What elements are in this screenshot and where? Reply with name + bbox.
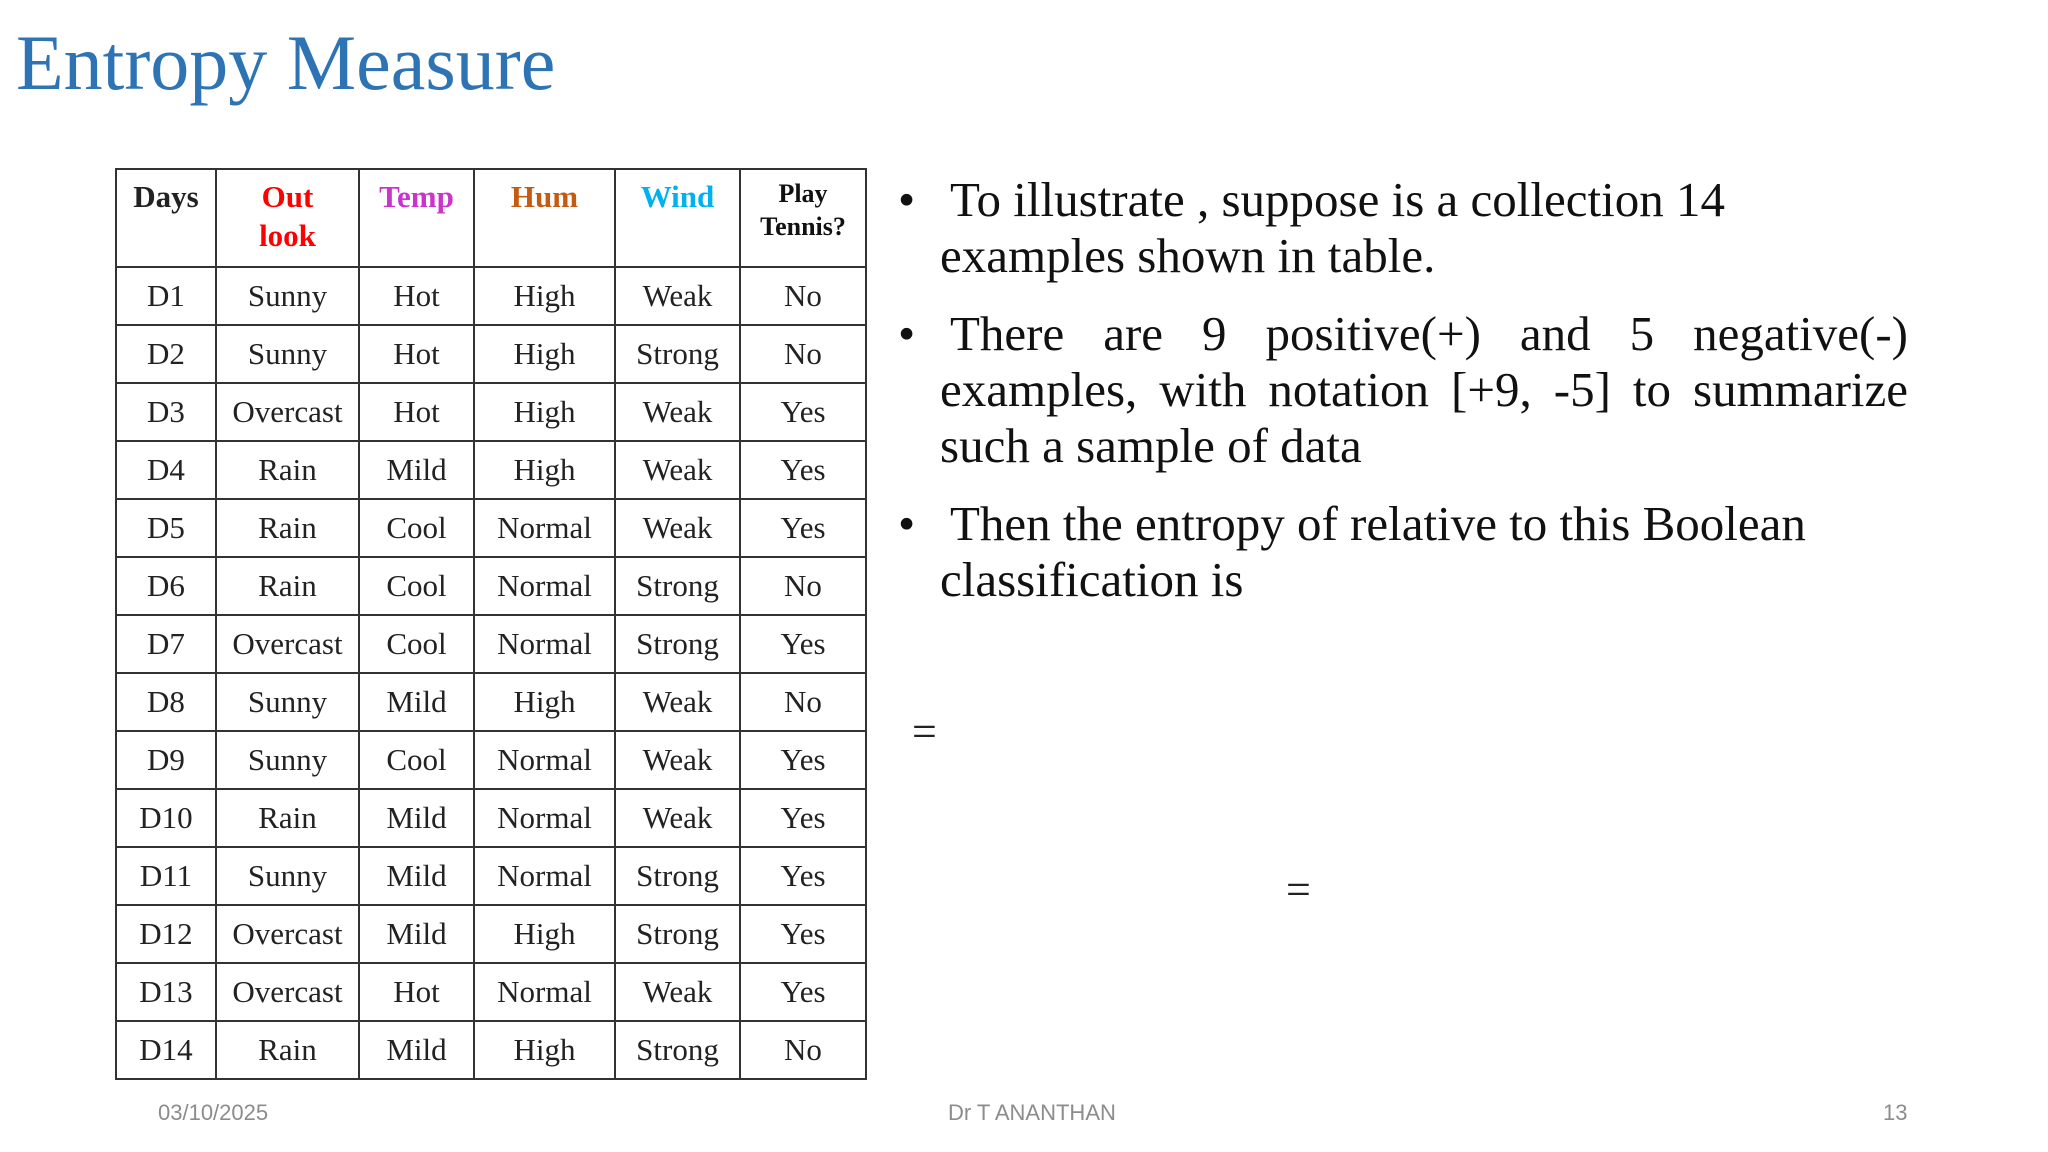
cell-outlook: Overcast xyxy=(216,383,359,441)
cell-play-tennis: Yes xyxy=(740,731,866,789)
cell-day: D1 xyxy=(116,267,216,325)
cell-humidity: High xyxy=(474,383,615,441)
header-play-tennis: Play Tennis? xyxy=(740,169,866,267)
table-row xyxy=(116,789,866,847)
cell-outlook: Sunny xyxy=(216,847,359,905)
cell-day: D3 xyxy=(116,383,216,441)
table-row xyxy=(116,441,866,499)
cell-play-tennis: Yes xyxy=(740,499,866,557)
header-wind: Wind xyxy=(615,169,740,267)
cell-temp: Cool xyxy=(359,731,474,789)
cell-wind: Strong xyxy=(615,615,740,673)
cell-humidity: Normal xyxy=(474,963,615,1021)
cell-humidity: Normal xyxy=(474,789,615,847)
cell-outlook: Sunny xyxy=(216,673,359,731)
header-outlook: Out look xyxy=(216,169,359,267)
table-row xyxy=(116,673,866,731)
bullet-marker: • xyxy=(898,306,916,361)
table-row xyxy=(116,963,866,1021)
cell-temp: Hot xyxy=(359,383,474,441)
cell-humidity: High xyxy=(474,267,615,325)
cell-outlook: Sunny xyxy=(216,267,359,325)
cell-temp: Hot xyxy=(359,267,474,325)
table-header-row xyxy=(116,169,866,267)
table-row xyxy=(116,731,866,789)
cell-humidity: Normal xyxy=(474,557,615,615)
cell-day: D7 xyxy=(116,615,216,673)
table-row xyxy=(116,267,866,325)
cell-wind: Weak xyxy=(615,789,740,847)
cell-temp: Hot xyxy=(359,325,474,383)
cell-play-tennis: No xyxy=(740,673,866,731)
equation-equals-1: = xyxy=(912,707,937,756)
table-row xyxy=(116,905,866,963)
cell-play-tennis: Yes xyxy=(740,383,866,441)
cell-play-tennis: Yes xyxy=(740,905,866,963)
cell-wind: Weak xyxy=(615,731,740,789)
cell-play-tennis: Yes xyxy=(740,847,866,905)
table-row xyxy=(116,1021,866,1079)
cell-play-tennis: Yes xyxy=(740,615,866,673)
cell-day: D2 xyxy=(116,325,216,383)
cell-outlook: Sunny xyxy=(216,731,359,789)
cell-outlook: Overcast xyxy=(216,963,359,1021)
cell-outlook: Rain xyxy=(216,1021,359,1079)
bullet-text: There are 9 positive(+) and 5 negative(-) examples, with notation [+9, -5] to summarize such a sample of data xyxy=(940,306,1908,473)
cell-humidity: Normal xyxy=(474,731,615,789)
cell-play-tennis: No xyxy=(740,557,866,615)
cell-outlook: Rain xyxy=(216,499,359,557)
cell-wind: Strong xyxy=(615,325,740,383)
cell-temp: Mild xyxy=(359,441,474,499)
header-temp: Temp xyxy=(359,169,474,267)
cell-humidity: Normal xyxy=(474,847,615,905)
cell-day: D12 xyxy=(116,905,216,963)
cell-temp: Mild xyxy=(359,1021,474,1079)
bullet-marker: • xyxy=(898,172,916,227)
footer-page-number: 13 xyxy=(1883,1100,1908,1125)
cell-temp: Hot xyxy=(359,963,474,1021)
cell-day: D14 xyxy=(116,1021,216,1079)
cell-wind: Weak xyxy=(615,441,740,499)
table-row xyxy=(116,615,866,673)
bullet-text: Then the entropy of relative to this Boolean classification is xyxy=(940,496,1806,607)
cell-temp: Mild xyxy=(359,905,474,963)
bullet-list xyxy=(898,172,1908,630)
cell-day: D8 xyxy=(116,673,216,731)
footer-author: Dr T ANANTHAN xyxy=(948,1100,1116,1125)
cell-humidity: High xyxy=(474,673,615,731)
cell-temp: Cool xyxy=(359,499,474,557)
cell-temp: Mild xyxy=(359,847,474,905)
cell-play-tennis: Yes xyxy=(740,963,866,1021)
cell-wind: Weak xyxy=(615,963,740,1021)
bullet-3 xyxy=(898,496,1908,608)
bullet-2 xyxy=(898,306,1908,474)
cell-temp: Mild xyxy=(359,789,474,847)
cell-humidity: Normal xyxy=(474,615,615,673)
cell-temp: Cool xyxy=(359,557,474,615)
equation-equals-2: = xyxy=(1286,865,1311,914)
bullet-marker: • xyxy=(898,496,916,551)
cell-outlook: Rain xyxy=(216,557,359,615)
cell-wind: Weak xyxy=(615,673,740,731)
cell-outlook: Rain xyxy=(216,441,359,499)
cell-humidity: High xyxy=(474,325,615,383)
cell-outlook: Overcast xyxy=(216,905,359,963)
cell-day: D13 xyxy=(116,963,216,1021)
cell-wind: Strong xyxy=(615,905,740,963)
table-row xyxy=(116,325,866,383)
table-row xyxy=(116,557,866,615)
cell-outlook: Rain xyxy=(216,789,359,847)
cell-temp: Mild xyxy=(359,673,474,731)
play-tennis-table xyxy=(115,168,867,1080)
cell-wind: Strong xyxy=(615,557,740,615)
cell-day: D6 xyxy=(116,557,216,615)
cell-play-tennis: No xyxy=(740,1021,866,1079)
cell-outlook: Overcast xyxy=(216,615,359,673)
cell-wind: Weak xyxy=(615,383,740,441)
bullet-text: To illustrate , suppose is a collection 14 examples shown in table. xyxy=(940,172,1725,283)
cell-day: D9 xyxy=(116,731,216,789)
cell-day: D11 xyxy=(116,847,216,905)
bullet-1 xyxy=(898,172,1908,284)
cell-wind: Weak xyxy=(615,267,740,325)
cell-humidity: Normal xyxy=(474,499,615,557)
cell-temp: Cool xyxy=(359,615,474,673)
cell-day: D10 xyxy=(116,789,216,847)
cell-wind: Strong xyxy=(615,1021,740,1079)
table-row xyxy=(116,847,866,905)
cell-wind: Weak xyxy=(615,499,740,557)
footer-date: 03/10/2025 xyxy=(158,1100,269,1125)
table-row xyxy=(116,383,866,441)
header-hum: Hum xyxy=(474,169,615,267)
cell-humidity: High xyxy=(474,1021,615,1079)
cell-play-tennis: No xyxy=(740,325,866,383)
cell-day: D5 xyxy=(116,499,216,557)
cell-humidity: High xyxy=(474,441,615,499)
cell-day: D4 xyxy=(116,441,216,499)
cell-wind: Strong xyxy=(615,847,740,905)
cell-play-tennis: Yes xyxy=(740,789,866,847)
table-row xyxy=(116,499,866,557)
slide-title: Entropy Measure xyxy=(16,19,556,106)
cell-play-tennis: No xyxy=(740,267,866,325)
cell-humidity: High xyxy=(474,905,615,963)
cell-play-tennis: Yes xyxy=(740,441,866,499)
cell-outlook: Sunny xyxy=(216,325,359,383)
header-days: Days xyxy=(116,169,216,267)
